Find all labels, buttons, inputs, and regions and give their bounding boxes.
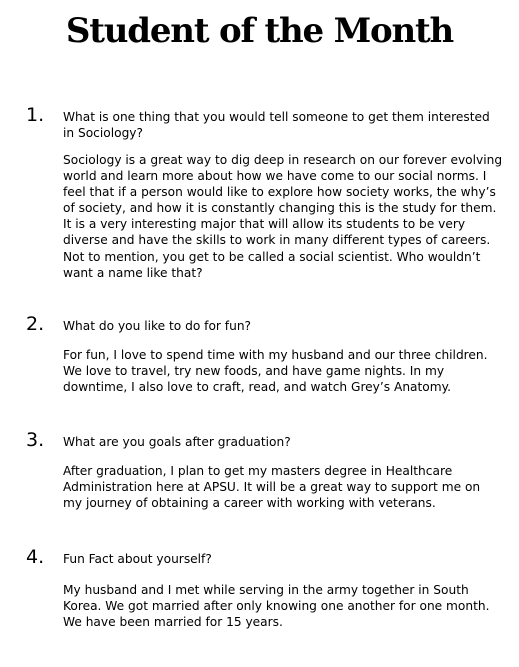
question-number: 2. xyxy=(26,313,45,335)
question-text: What is one thing that you would tell someone to get them interested in Sociology? xyxy=(63,110,490,141)
question-number: 4. xyxy=(26,546,45,568)
question-number: 1. xyxy=(26,104,45,126)
answer-text: Sociology is a great way to dig deep in research on our forever evolving world and learn more about how we have come to our social norms. I feel that if a person would like to explore how society works, the why’s of society, and how it is constantly changing this is the study for them. It is a very interesting major that will allow its students to be very diverse and have the skills to work in many different types of careers. Not to mention, you get to be called a social scientist. Who wouldn’t want a name like that? xyxy=(63,153,503,280)
question-number: 3. xyxy=(26,429,45,451)
answer-text: After graduation, I plan to get my masters degree in Healthcare Administration here at APSU. It will be a great way to support me on my journey of obtaining a career with working with veterans. xyxy=(63,464,481,511)
question-text: What are you goals after graduation? xyxy=(63,435,291,449)
question-text: What do you like to do for fun? xyxy=(63,319,252,333)
answer-text: For fun, I love to spend time with my husband and our three children. We love to travel, try new foods, and have game nights. In my downtime, I also love to craft, read, and watch Grey’s Anatomy. xyxy=(63,348,488,395)
page-title: Student of the Month xyxy=(65,11,454,51)
answer-text: My husband and I met while serving in the army together in South Korea. We got married after only knowing one another for one month. We have been married for 15 years. xyxy=(63,583,490,630)
question-text: Fun Fact about yourself? xyxy=(63,552,212,566)
